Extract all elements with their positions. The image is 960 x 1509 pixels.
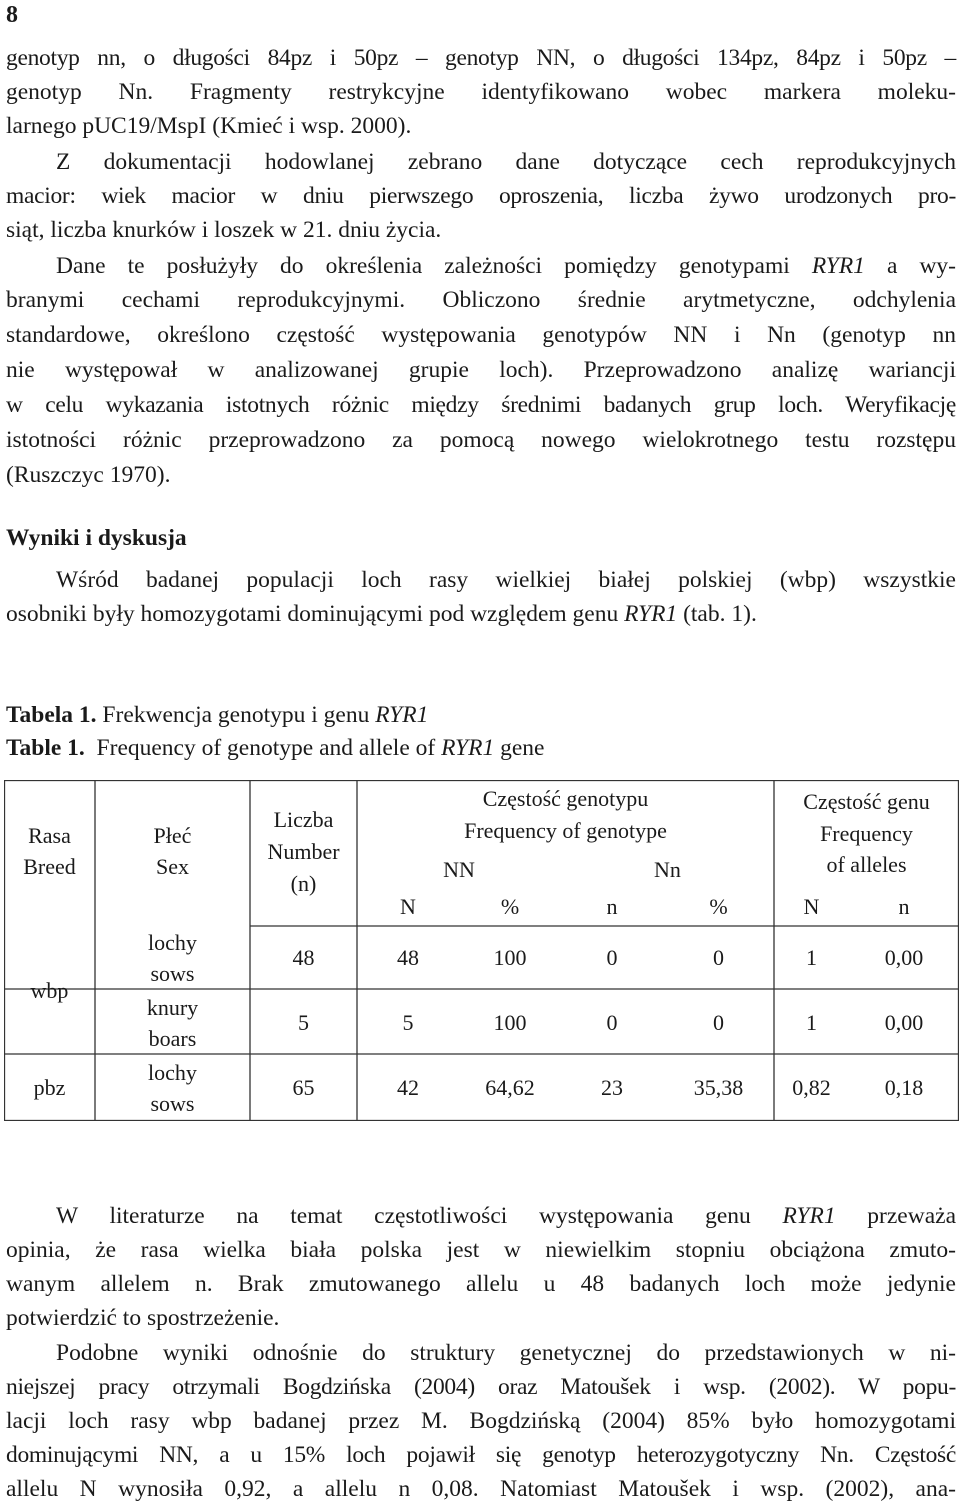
text-line: siąt, liczba knurków i loszek w 21. dniu życia. [6,217,442,243]
text-line: Wśród badanej populacji loch rasy wielkiej białej polskiej (wbp) wszystkie [56,567,956,593]
table-cell: 0,18 [884,1075,924,1100]
header-count-pl: Liczba [273,807,334,832]
caption-text: Frequency of genotype and allele of [84,735,442,761]
header-genotype-NN: NN [443,857,475,882]
table-cell: 0,00 [884,1010,924,1035]
text-line: potwierdzić to spostrzeżenie. [6,1305,280,1331]
text-run: W literaturze na temat częstotliwości występowania genu [56,1203,783,1229]
text-run: przeważa [835,1203,957,1229]
breed-label: pbz [33,1075,66,1100]
text-line: w celu wykazania istotnych różnic między średnimi badanych grup loch. Weryfikację [6,392,956,418]
page-number: 8 [6,2,18,28]
subheader-cell: N [803,894,820,919]
header-gene-en: Frequency [820,821,913,846]
text-line: lacji loch rasy wbp badanej przez M. Bogdzińską (2004) 85% było homozygotami [6,1408,956,1434]
text-run: a wy- [864,253,957,279]
breed-label: wbp [30,978,69,1003]
text-line: niejszej pracy otrzymali Bogdzińska (2004) oraz Matoušek i wsp. (2002). W popu- [6,1374,956,1400]
sex-label-en: sows [150,1091,195,1116]
subheader-cell: N [400,894,416,919]
table-cell: 48 [292,945,315,970]
section-heading: Wyniki i dyskusja [6,525,187,551]
subheader-cell: % [500,894,520,919]
text-line: wanym allelem n. Brak zmutowanego allelu u 48 badanych loch może jedynie [6,1271,956,1297]
text-line [56,249,956,283]
text-line: nie występował w analizowanej grupie loch). Przeprowadzono analizę wariancji [6,357,956,383]
text-line [56,1199,956,1233]
table-caption-pl [6,698,428,732]
gene-name: RYR1 [624,601,678,627]
table-cell: 0 [606,945,618,970]
table-cell: 0 [713,1010,724,1035]
table-caption-en [6,731,544,765]
table-cell: 35,38 [693,1075,744,1100]
text-run: Dane te posłużyły do określenia zależności pomiędzy genotypami [56,253,812,279]
table-cell: 5 [298,1010,309,1035]
sex-label-en: sows [150,961,195,986]
text-line: branymi cechami reprodukcyjnymi. Obliczono średnie arytmetyczne, odchylenia [6,287,956,313]
caption-text: gene [494,735,545,761]
subheader-cell: n [606,894,618,919]
sex-label-pl: lochy [148,930,197,955]
text-line: Podobne wyniki odnośnie do struktury genetycznej do przedstawionych w ni- [56,1340,956,1366]
subheader-cell: % [709,894,728,919]
frequency-table [4,780,959,1121]
table-cell: 1 [806,945,817,970]
table-cell: 1 [806,1010,817,1035]
text-line: istotności różnic przeprowadzono za pomocą nowego wielokrotnego testu rozstępu [6,427,956,453]
header-breed-pl: Rasa [28,823,71,848]
text-line: allelu N wynosiła 0,92, a allelu n 0,08. Natomiast Matoušek i wsp. (2002), ana- [6,1476,956,1502]
gene-name: RYR1 [811,253,865,279]
caption-label: Tabela 1. [6,702,97,728]
table-cell: 0 [713,945,724,970]
text-line: larnego pUC19/MspI (Kmieć i wsp. 2000). [6,113,412,139]
header-gene-pl: Częstość genu [803,789,930,814]
text-line: standardowe, określono częstość występowania genotypów NN i Nn (genotyp nn [6,322,956,348]
gene-name: RYR1 [782,1203,836,1229]
gene-name: RYR1 [441,735,495,761]
header-genotype-pl: Częstość genotypu [482,786,649,811]
table-cell: 5 [402,1010,414,1035]
text-run: osobniki były homozygotami dominującymi pod względem genu [6,601,625,627]
caption-text: Frekwencja genotypu i genu [96,702,376,728]
table-cell: 0,82 [792,1075,831,1100]
table-cell: 42 [397,1075,419,1100]
sex-label-pl: knury [146,995,199,1020]
sex-label-pl: lochy [148,1060,197,1085]
text-line [6,597,956,631]
text-line: macior: wiek macior w dniu pierwszego oproszenia, liczba żywo urodzonych pro- [6,183,956,209]
header-breed-en: Breed [23,854,76,879]
table-cell: 100 [493,1010,527,1035]
header-gene-en2: of alleles [826,852,907,877]
table-cell: 0,00 [884,945,924,970]
caption-label: Table 1. [6,735,85,761]
header-sex-en: Sex [156,854,189,879]
text-line: (Ruszczyc 1970). [6,462,171,488]
table-cell: 65 [292,1075,315,1100]
table-cell: 23 [601,1075,623,1100]
header-count-en: Number [267,839,340,864]
text-line: genotyp Nn. Fragmenty restrykcyjne identyfikowano wobec markera moleku- [6,79,956,105]
text-line: opinia, że rasa wielka biała polska jest w niewielkim stopniu obciążona zmuto- [6,1237,956,1263]
text-line: Z dokumentacji hodowlanej zebrano dane dotyczące cech reprodukcyjnych [56,149,956,175]
gene-name: RYR1 [375,702,429,728]
text-line: dominującymi NN, a u 15% loch pojawił się genotyp heterozygotyczny Nn. Częstość [6,1442,956,1468]
text-run: (tab. 1). [677,601,757,627]
header-genotype-Nn: Nn [654,857,681,882]
header-genotype-en: Frequency of genotype [464,818,667,843]
table-cell: 64,62 [485,1075,535,1100]
text-line: genotyp nn, o długości 84pz i 50pz – genotyp NN, o długości 134pz, 84pz i 50pz – [6,45,956,71]
sex-label-en: boars [148,1026,197,1051]
table-cell: 48 [397,945,419,970]
table-cell: 0 [606,1010,618,1035]
header-sex-pl: Płeć [153,823,192,848]
subheader-cell: n [898,894,910,919]
header-count-n: (n) [290,871,317,896]
table-cell: 100 [493,945,527,970]
